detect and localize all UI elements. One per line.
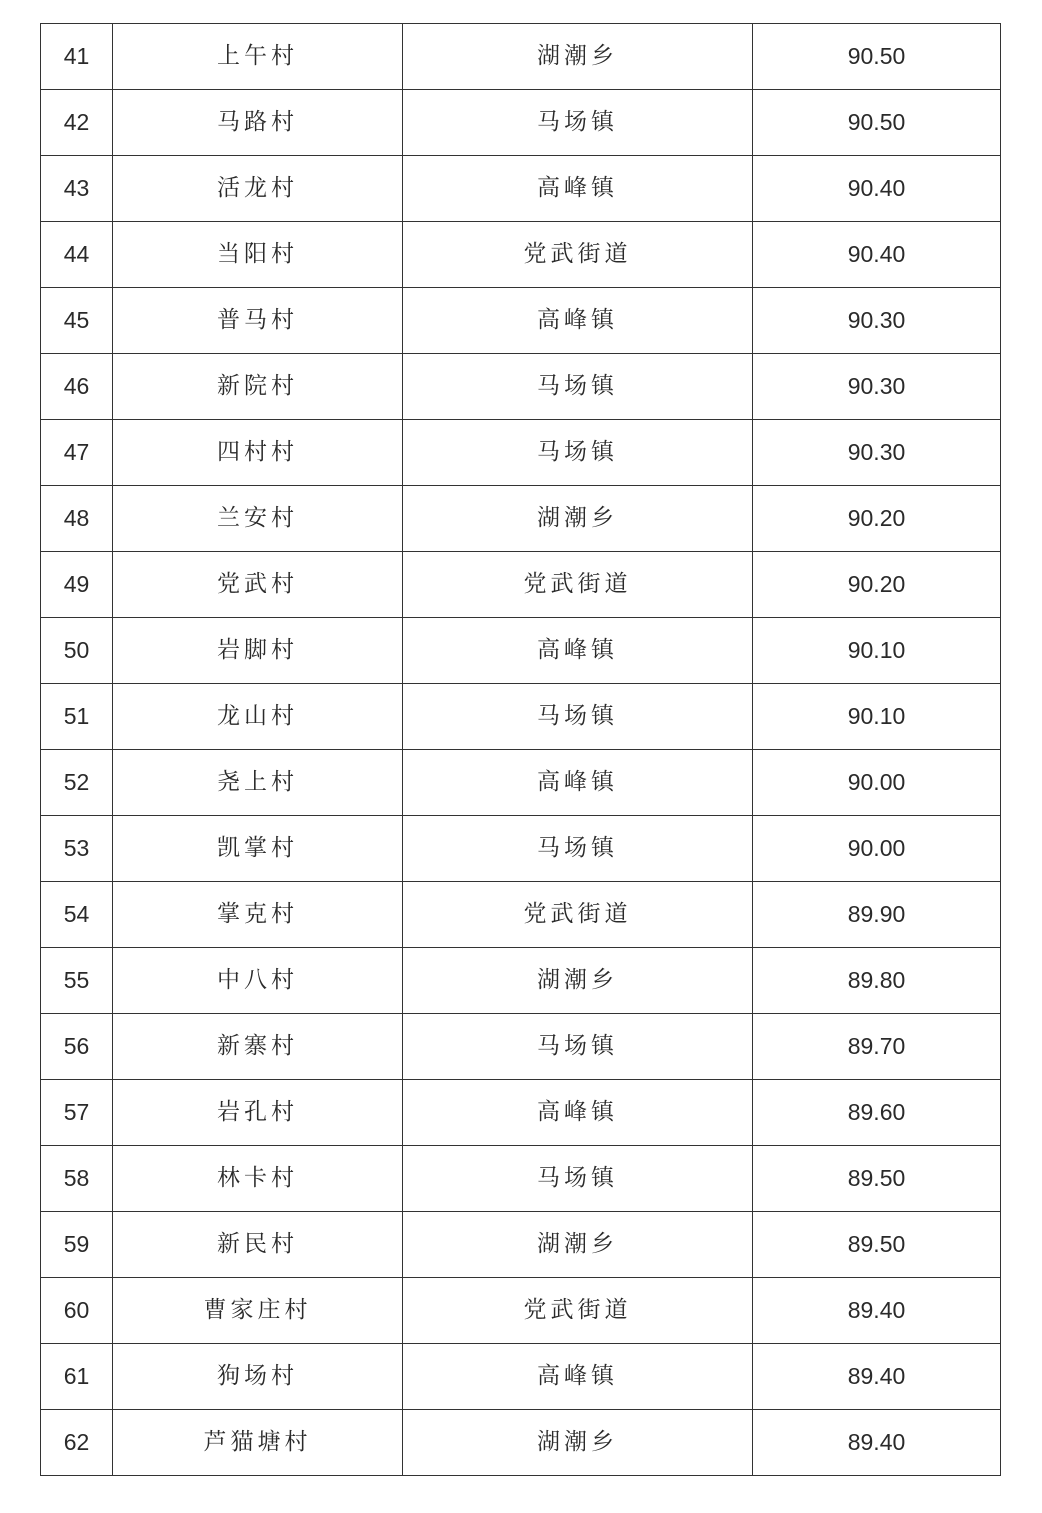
township-cell: 湖潮乡 — [403, 1410, 753, 1476]
row-number-cell: 47 — [41, 420, 113, 486]
township-cell: 湖潮乡 — [403, 486, 753, 552]
township-cell: 党武街道 — [403, 1278, 753, 1344]
score-cell: 90.30 — [753, 288, 1001, 354]
village-name-cell: 马路村 — [113, 90, 403, 156]
table-row — [41, 1212, 1001, 1278]
township-cell: 高峰镇 — [403, 1344, 753, 1410]
score-cell: 89.70 — [753, 1014, 1001, 1080]
village-name-cell: 中八村 — [113, 948, 403, 1014]
score-cell: 90.00 — [753, 750, 1001, 816]
township-cell: 湖潮乡 — [403, 24, 753, 90]
score-cell: 90.30 — [753, 354, 1001, 420]
row-number-cell: 41 — [41, 24, 113, 90]
village-name-cell: 尧上村 — [113, 750, 403, 816]
village-name-cell: 党武村 — [113, 552, 403, 618]
table-row — [41, 816, 1001, 882]
row-number-cell: 44 — [41, 222, 113, 288]
village-name-cell: 芦猫塘村 — [113, 1410, 403, 1476]
township-cell: 湖潮乡 — [403, 948, 753, 1014]
township-cell: 马场镇 — [403, 420, 753, 486]
township-cell: 党武街道 — [403, 552, 753, 618]
table-row — [41, 222, 1001, 288]
score-cell: 89.90 — [753, 882, 1001, 948]
village-name-cell: 掌克村 — [113, 882, 403, 948]
table-row — [41, 1146, 1001, 1212]
score-cell: 89.40 — [753, 1344, 1001, 1410]
village-name-cell: 上午村 — [113, 24, 403, 90]
township-cell: 马场镇 — [403, 90, 753, 156]
score-cell: 90.10 — [753, 618, 1001, 684]
score-cell: 90.40 — [753, 222, 1001, 288]
score-cell: 89.50 — [753, 1212, 1001, 1278]
village-name-cell: 岩孔村 — [113, 1080, 403, 1146]
table-row — [41, 618, 1001, 684]
row-number-cell: 52 — [41, 750, 113, 816]
table-row — [41, 288, 1001, 354]
row-number-cell: 62 — [41, 1410, 113, 1476]
row-number-cell: 56 — [41, 1014, 113, 1080]
table-row — [41, 1014, 1001, 1080]
township-cell: 高峰镇 — [403, 750, 753, 816]
score-cell: 90.00 — [753, 816, 1001, 882]
township-cell: 党武街道 — [403, 882, 753, 948]
table-row — [41, 24, 1001, 90]
row-number-cell: 45 — [41, 288, 113, 354]
table-body — [41, 24, 1001, 1476]
table-row — [41, 882, 1001, 948]
row-number-cell: 46 — [41, 354, 113, 420]
village-name-cell: 新寨村 — [113, 1014, 403, 1080]
table-row — [41, 684, 1001, 750]
row-number-cell: 55 — [41, 948, 113, 1014]
village-name-cell: 曹家庄村 — [113, 1278, 403, 1344]
score-cell: 89.40 — [753, 1278, 1001, 1344]
village-name-cell: 活龙村 — [113, 156, 403, 222]
table-row — [41, 552, 1001, 618]
township-cell: 马场镇 — [403, 1146, 753, 1212]
row-number-cell: 49 — [41, 552, 113, 618]
score-cell: 90.40 — [753, 156, 1001, 222]
score-cell: 89.80 — [753, 948, 1001, 1014]
row-number-cell: 48 — [41, 486, 113, 552]
village-name-cell: 四村村 — [113, 420, 403, 486]
township-cell: 马场镇 — [403, 684, 753, 750]
row-number-cell: 50 — [41, 618, 113, 684]
row-number-cell: 57 — [41, 1080, 113, 1146]
township-cell: 高峰镇 — [403, 1080, 753, 1146]
village-name-cell: 新院村 — [113, 354, 403, 420]
row-number-cell: 42 — [41, 90, 113, 156]
row-number-cell: 58 — [41, 1146, 113, 1212]
score-cell: 90.20 — [753, 486, 1001, 552]
township-cell: 高峰镇 — [403, 288, 753, 354]
village-name-cell: 林卡村 — [113, 1146, 403, 1212]
table-row — [41, 486, 1001, 552]
table-row — [41, 90, 1001, 156]
township-cell: 马场镇 — [403, 354, 753, 420]
township-cell: 党武街道 — [403, 222, 753, 288]
row-number-cell: 59 — [41, 1212, 113, 1278]
table-row — [41, 354, 1001, 420]
table-row — [41, 420, 1001, 486]
row-number-cell: 61 — [41, 1344, 113, 1410]
score-cell: 90.10 — [753, 684, 1001, 750]
village-name-cell: 狗场村 — [113, 1344, 403, 1410]
score-cell: 90.30 — [753, 420, 1001, 486]
table-row — [41, 156, 1001, 222]
row-number-cell: 54 — [41, 882, 113, 948]
row-number-cell: 51 — [41, 684, 113, 750]
village-name-cell: 凯掌村 — [113, 816, 403, 882]
score-cell: 90.50 — [753, 24, 1001, 90]
village-name-cell: 普马村 — [113, 288, 403, 354]
township-cell: 马场镇 — [403, 816, 753, 882]
table-row — [41, 1344, 1001, 1410]
row-number-cell: 43 — [41, 156, 113, 222]
township-cell: 马场镇 — [403, 1014, 753, 1080]
table-row — [41, 1278, 1001, 1344]
score-cell: 90.20 — [753, 552, 1001, 618]
village-score-table — [40, 23, 1001, 1476]
score-cell: 89.40 — [753, 1410, 1001, 1476]
table-row — [41, 948, 1001, 1014]
table-row — [41, 1410, 1001, 1476]
row-number-cell: 60 — [41, 1278, 113, 1344]
township-cell: 高峰镇 — [403, 618, 753, 684]
score-cell: 89.50 — [753, 1146, 1001, 1212]
village-name-cell: 新民村 — [113, 1212, 403, 1278]
village-name-cell: 龙山村 — [113, 684, 403, 750]
row-number-cell: 53 — [41, 816, 113, 882]
score-cell: 90.50 — [753, 90, 1001, 156]
township-cell: 高峰镇 — [403, 156, 753, 222]
township-cell: 湖潮乡 — [403, 1212, 753, 1278]
table-row — [41, 1080, 1001, 1146]
table-row — [41, 750, 1001, 816]
village-name-cell: 岩脚村 — [113, 618, 403, 684]
score-cell: 89.60 — [753, 1080, 1001, 1146]
village-name-cell: 当阳村 — [113, 222, 403, 288]
village-name-cell: 兰安村 — [113, 486, 403, 552]
